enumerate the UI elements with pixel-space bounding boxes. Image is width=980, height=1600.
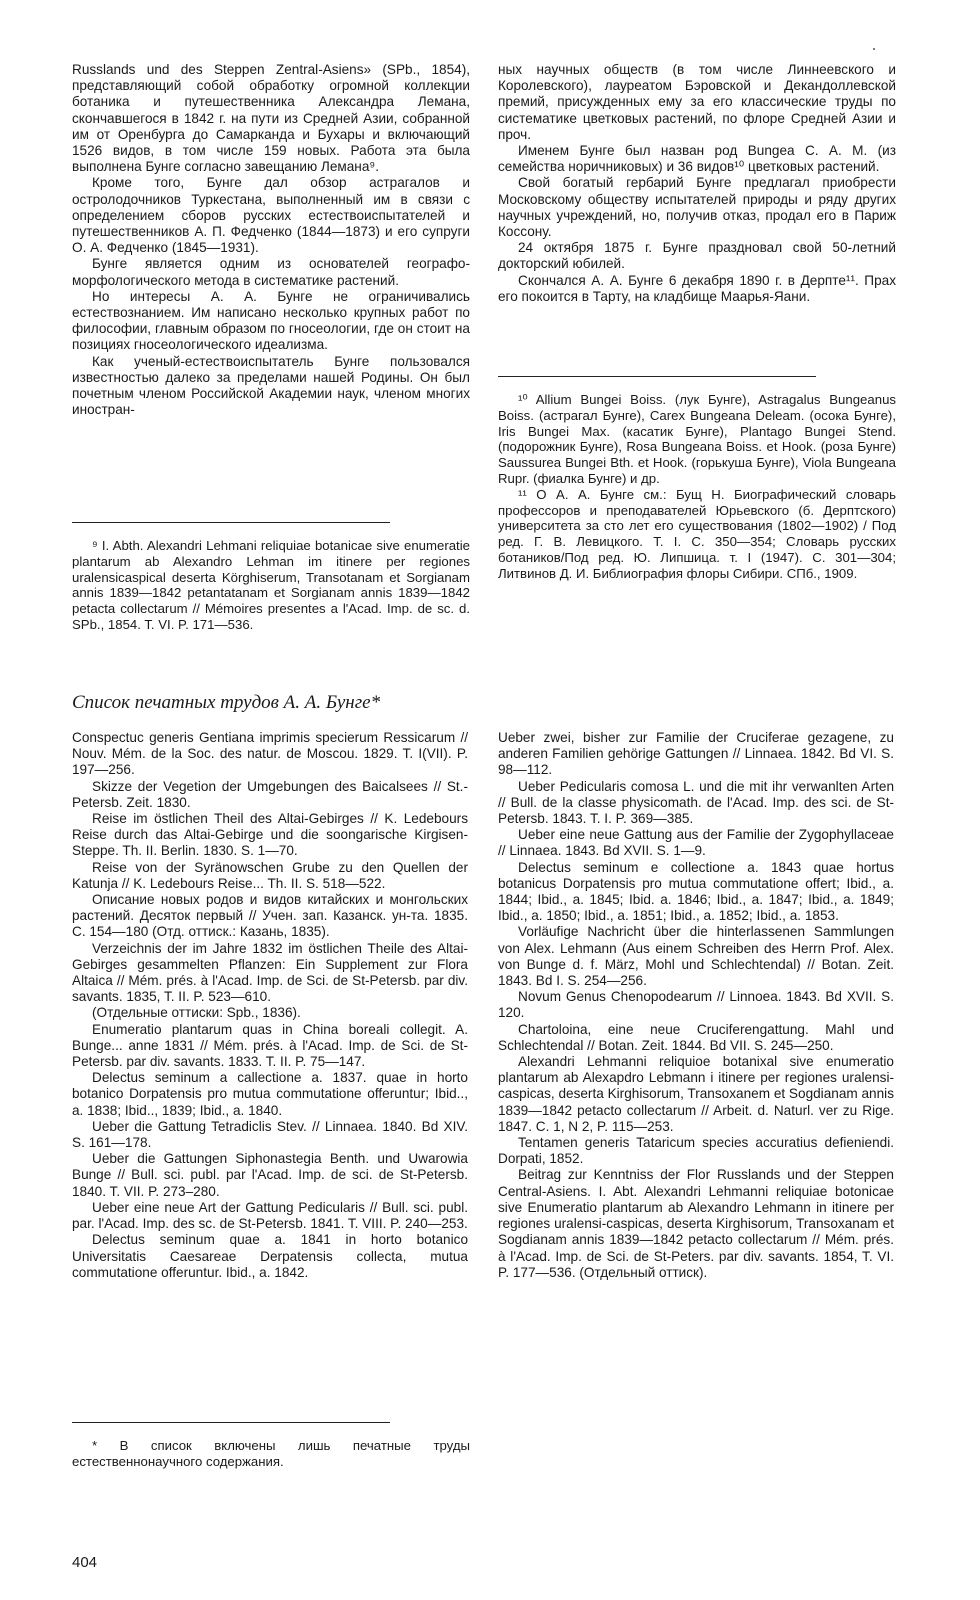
paragraph: Как ученый-естествоиспытатель Бунге пользовался известностью далеко за пределами нашей Родины. Он был почетным членом Российской Академии наук, членом многих иностран- — [72, 353, 470, 418]
footnote-star — [72, 1438, 470, 1470]
list-item: Delectus seminum e collectione a. 1843 quae hortus botanicus Dorpatensis pro mutua commutatione offert; Ibid., a. 1844; Ibid., a. 1845; Ibid. a. 1846; Ibid., a. 1847; Ibid., a. 1849; Ibid., a. 1850; Ibid., a. 1851; Ibid., a. 1852; Ibid., a. 1853. — [498, 859, 894, 924]
list-item: Enumeratio plantarum quas in China boreali collegit. A. Bunge... anne 1831 // Mém. prés. à l'Acad. Imp. de Sci. de St-Petersb. par div. savants. 1833. T. II. P. 75—147. — [72, 1021, 468, 1070]
footnote-rule — [498, 376, 816, 377]
bibliography-right — [498, 730, 894, 1281]
footnote-10-11 — [498, 392, 896, 582]
paragraph: 24 октября 1875 г. Бунге праздновал свой 50-летний докторский юбилей. — [498, 240, 896, 272]
list-item: (Отдельные оттиски: Spb., 1836). — [92, 1005, 301, 1021]
list-item: Ueber eine neue Gattung aus der Familie der Zygophyllaceae // Linnaea. 1843. Bd XVII. S. 1—9. — [498, 827, 894, 859]
list-item: Alexandri Lehmanni reliquioe botanixal sive enumeratio plantarum ab Alexapdro Lebmann i itinere per regiones uralensi-caspicas, deserta Kirghisorum, Transoxanem et Sogdianam annis 1839—1842 petacto collectarum // Arbeit. d. Naturl. ver zu Rige. 1847. C. 1, N 2, P. 115—253. — [498, 1054, 894, 1134]
list-item: Ueber eine neue Art der Gattung Pedicularis // Bull. sci. publ. par. l'Acad. Imp. des sc. de St-Petersb. 1841. T. VIII. P. 240—253. — [72, 1199, 468, 1232]
body-column-right — [498, 62, 896, 305]
list-item: Описание новых родов и видов китайских и монгольских растений. Десяток первый // Учен. зап. Казанск. ун-та. 1835. С. 154—180 (Отд. оттиск.: Казань, 1835). — [72, 892, 468, 940]
paragraph: Но интересы А. А. Бунге не ограничивались естествознанием. Им написано несколько крупных работ по философии, главным образом по гносеологии, где он стоит на позициях гносеологического идеализма. — [72, 288, 470, 353]
bibliography-left — [72, 730, 468, 1281]
paragraph: Russlands und des Steppen Zentral-Asiens» (SPb., 1854), представляющий собой обработку огромной коллекции ботаника и путешественника Александра Лемана, скончавшегося в 1842 г. на пути из Средней Азии, собранной им от Оренбурга до Самарканда и Бухары и включающий 1526 видов, в том числе 159 новых. Работа эта была выполнена Бунге согласно завещанию Лемана⁹. — [72, 62, 470, 175]
paragraph: ных научных обществ (в том числе Линнеевского и Королевского), лауреатом Бэровской и Декандоллевской премий, присужденных ему за его классические труды по систематике цветковых растений, по флоре Средней Азии и проч. — [498, 62, 896, 142]
footnote-text: ¹⁰ Allium Bungei Boiss. (лук Бунге), Astragalus Bungeanus Boiss. (астрагал Бунге), Carex Bungeana Deleam. (осока Бунге), Iris Bungei Max. (касатик Бунге), Plantago Bungei Stend. (подорожник Бунге), Rosa Bungeana Boiss. et Hook. (роза Бунге) Saussurea Bungei Bth. et Hook. (горькуша Бунге), Viola Bungeana Rupr. (фиалка Бунге) и др. — [498, 392, 896, 486]
footnote-text: ⁹ I. Abth. Alexandri Lehmani reliquiae botanicae sive enumeratie plantarum ab Alexandro Lehman im itinere per regiones uralensicaspical deserta Körghiserum, Transotanam et Sorgianam annis 1839—1842 petantatanam et Sorgianam annis 1839—1842 petacta collectarum // Mémoires presentes a l'Acad. Imp. de sc. d. SPb., 1854. T. VI. P. 171—536. — [72, 538, 470, 632]
list-item: Ueber Pedicularis comosa L. und die mit ihr verwanlten Arten // Bull. de la classe physicomath. de l'Acad. Imp. des sci. de St-Petersb. 1843. T. I. P. 369—385. — [498, 778, 894, 827]
list-item: Reise im östlichen Theil des Altai-Gebirges // K. Ledebours Reise durch das Altai-Gebirge und die soongarische Kirgisen-Steppe. Th. II. Berlin. 1830. S. 1—70. — [72, 811, 468, 859]
list-item: Tentamen generis Tataricum species accuratius defieniendi. Dorpati, 1852. — [498, 1135, 894, 1167]
paragraph: Кроме того, Бунге дал обзор астрагалов и остролодочников Туркестана, выполненный им в связи с определением сборов русских естествоиспытателей и путешественников А. П. Федченко (1844—1873) и его супруги О. А. Федченко (1845—1931). — [72, 175, 470, 256]
section-heading: Список печатных трудов А. А. Бунге* — [72, 692, 381, 713]
speck — [873, 48, 875, 50]
list-item: Beitrag zur Kenntniss der Flor Russlands und der Steppen Central-Asiens. I. Abt. Alexandri Lehmanni reliquiae botonicae sive Enumeratio plantarum ab Alexandro Lehmann in itinere per regiones uralensi-caspicas, deserta Kirghisorum, Transoxanam et Sogdianam annis 1839—1842 petacto collectarum // Mém. prés. à l'Acad. Imp. de Sci. de St-Peters. par div. savants. 1854, T. VI. P. 177—536. (Отдельный оттиск). — [498, 1167, 894, 1280]
list-item: Skizze der Vegetion der Umgebungen des Baicalsees // St.-Petersb. Zeit. 1830. — [72, 778, 468, 810]
list-item: Chartoloina, eine neue Cruciferengattung. Mahl und Schlechtendal // Botan. Zeit. 1844. Bd VII. S. 245—250. — [498, 1021, 894, 1053]
page-number: 404 — [72, 1554, 98, 1571]
list-item: Reise von der Syränowschen Grube zu den Quellen der Katunja // K. Ledebours Reise... Th. II. S. 518—522. — [72, 859, 468, 891]
paragraph: Свой богатый гербарий Бунге предлагал приобрести Московскому обществу испытателей природы и ряду других научных учреждений, но, получив отказ, продал его в Париж Коссону. — [498, 175, 896, 240]
list-item: Ueber die Gattung Tetradiclis Stev. // Linnaea. 1840. Bd XIV. S. 161—178. — [72, 1118, 468, 1151]
list-item: Verzeichnis der im Jahre 1832 im östlichen Theile des Altai-Gebirges gesammelten Pflanzen: Ein Supplement zur Flora Altaica // Mém. prés. à l'Acad. Imp. de Sci. de St-Petersb. par div. savants. 1835, T. II. P. 523—610. — [72, 940, 468, 1005]
footnote-text: * В список включены лишь печатные труды естественнонаучного содержания. — [72, 1438, 470, 1469]
paragraph: Бунге является одним из основателей географо-морфологического метода в систематике растений. — [72, 256, 470, 288]
list-item: Ueber die Gattungen Siphonastegia Benth. und Uwarowia Bunge // Bull. sci. publ. par l'Acad. Imp. de sci. de St-Petersb. 1840. T. VII. P. 273–280. — [72, 1151, 468, 1199]
footnote-9 — [72, 538, 470, 633]
list-item: Conspectuc generis Gentiana imprimis specierum Ressicarum // Nouv. Mém. de la Soc. des natur. de Moscou. 1829. T. I(VII). P. 197—256. — [72, 730, 468, 778]
paragraph: Именем Бунге был назван род Bungea С. А. М. (из семейства норичниковых) и 36 видов¹⁰ цветковых растений. — [498, 143, 896, 175]
list-item: Delectus seminum quae a. 1841 in horto botanico Universitatis Caesareae Derpatensis collecta, mutua commutatione offeruntur. Ibid., a. 1842. — [72, 1232, 468, 1280]
list-item: Novum Genus Chenopodearum // Linnoea. 1843. Bd XVII. S. 120. — [498, 989, 894, 1021]
list-item: Delectus seminum a callectione a. 1837. quae in horto botanico Dorpatensis pro mutua commutatione offeruntur; Ibid.., a. 1838; Ibid.., 1839; Ibid., a. 1840. — [72, 1070, 468, 1118]
footnote-rule — [72, 522, 390, 523]
footnote-rule — [72, 1422, 390, 1423]
list-item: Ueber zwei, bisher zur Familie der Cruciferae gezagene, zu anderen Familien gehörige Gattungen // Linnaea. 1842. Bd VI. S. 98—112. — [498, 730, 894, 778]
body-column-left — [72, 62, 470, 418]
footnote-text: ¹¹ О А. А. Бунге см.: Бущ Н. Биографический словарь профессоров и преподавателей Юрьевского (б. Дерптского) университета за сто лет его существования (1802—1902) / Под ред. Г. В. Левицкого. Т. I. С. 350—354; Словарь русских ботаников/Под ред. Ю. Липшица. т. I (1947). С. 301—304; Литвинов Д. И. Библиография флоры Сибири. СПб., 1909. — [498, 486, 896, 581]
paragraph: Скончался А. А. Бунге 6 декабря 1890 г. в Дерпте¹¹. Прах его покоится в Тарту, на кладбище Маарья-Яани. — [498, 272, 896, 304]
list-item: Vorläufige Nachricht über die hinterlassenen Sammlungen von Alex. Lehmann (Aus einem Schreiben des Herrn Prof. Alex. von Bunge d. f. März, Mohl und Schlechtendal) // Botan. Zeit. 1843. Bd I. S. 254—256. — [498, 924, 894, 989]
